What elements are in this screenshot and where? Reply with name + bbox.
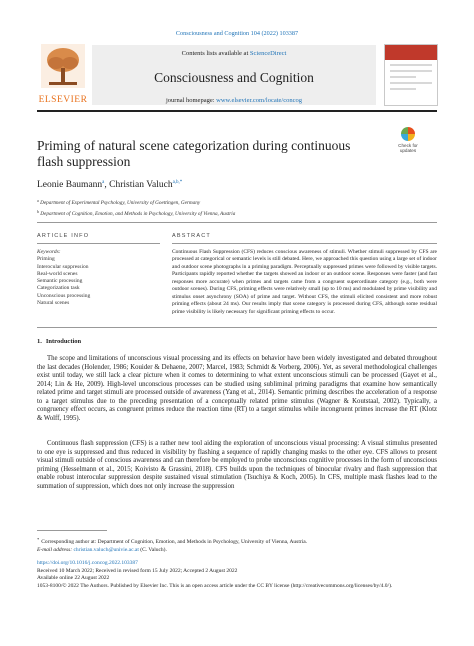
cover-line: [390, 70, 432, 72]
affiliation-text: Department of Experimental Psychology, University of Goettingen, Germany: [40, 200, 201, 206]
affiliation: [37, 208, 417, 219]
corresponding-author-note: [37, 536, 437, 546]
section-heading-introduction: [37, 338, 81, 345]
header-rule: [37, 110, 437, 112]
email-link[interactable]: christian.valuch@univie.ac.at: [73, 547, 139, 553]
homepage-prefix: journal homepage:: [165, 97, 217, 104]
licence-text: 1053-8100/© 2022 The Authors. Published by Elsevier Inc. This is an open access article under the CC BY license (http://creativecommons.org/licenses/by/4.0/).: [37, 582, 393, 589]
keyword-item: Priming: [37, 256, 55, 263]
keyword-item: Interocular suppression: [37, 263, 89, 270]
keyword-item: Real-world scenes: [37, 270, 78, 277]
footnote-star: *: [37, 537, 40, 542]
keyword-item: Unconscious processing: [37, 292, 91, 299]
publication-info: [37, 560, 437, 590]
email-suffix: (C. Valuch).: [140, 547, 167, 553]
cover-title-band: [385, 45, 437, 60]
sciencedirect-link[interactable]: ScienceDirect: [249, 50, 287, 57]
corresponding-author-text: Corresponding author at: Department of Cognition, Emotion, and Methods in Psychology, University of Vienna, Austria.: [41, 539, 308, 545]
affiliation-mark: a: [37, 198, 39, 203]
author-list: Leonie Baumann$^a$, Christian Valuch$^{a,b,*}$: [37, 180, 183, 190]
cover-line: [390, 64, 432, 66]
available-online: Available online 22 August 2022: [37, 575, 110, 582]
email-label: E-mail address:: [37, 547, 73, 553]
elsevier-wordmark: ELSEVIER: [38, 95, 88, 105]
abstract-end-rule: [37, 327, 437, 328]
cover-line: [390, 76, 416, 78]
keywords-label: Keywords:: [37, 249, 61, 255]
abstract-text: Continuous Flash Suppression (CFS) reduces conscious awareness of stimuli. Whether stimuli suppressed by CFS are processed at categorical or semantic levels is still debated. Here, we approached this question using a large set of indoor and outdoor scene photographs in a priming paradigm. Perceptually suppressed primes were followed by visible targets. Participants rapidly reported whether the targets showed an indoor or an outdoor scene. Responses were faster (and fast responses more accurate) when primes and targets came from a congruent superordinate category (e.g., both were outdoor scenes). During CFS, priming effects were relatively small (up to 10 ms) and modulated by prime visibility and stimulus onset asynchrony (SOA) of prime and target. Without CFS, the stimuli elicited consistent and more robust priming effects (about 24 ms). Our results imply that scene category is processed during CFS, although some residual prime visibility is likely necessary for significant priming effects to occur.: [172, 249, 437, 315]
article-info-heading: ARTICLE INFO: [37, 233, 90, 239]
section-number: 1.: [37, 338, 42, 345]
journal-homepage: [92, 97, 376, 104]
journal-citation[interactable]: Consciousness and Cognition 104 (2022) 103387: [175, 30, 299, 37]
footnote-rule: [37, 530, 107, 531]
author-marks[interactable]: a,b,*: [172, 180, 183, 185]
elsevier-tree-icon: [41, 44, 85, 88]
affiliation-mark: b: [37, 208, 39, 214]
article-title: Priming of natural scene categorization during continuous flash suppression: [37, 138, 351, 169]
author-name[interactable]: Christian Valuch: [109, 180, 173, 190]
check-updates-icon: [401, 127, 415, 141]
affiliation: [37, 197, 417, 208]
contents-line: [92, 50, 376, 57]
affiliation-text: Department of Cognition, Emotion, and Methods in Psychology, University of Vienna, Austria: [40, 210, 236, 217]
abstract-rule: [172, 243, 437, 244]
section-rule: [37, 222, 437, 223]
cover-line: [390, 82, 432, 84]
author-marks[interactable]: a: [102, 180, 105, 185]
email-line: [37, 546, 437, 554]
journal-title: Consciousness and Cognition: [154, 70, 314, 85]
doi-link[interactable]: https://doi.org/10.1016/j.concog.2022.103387: [37, 560, 138, 566]
contents-prefix: Contents lists available at: [181, 50, 250, 57]
keyword-item: Natural scenes: [37, 300, 70, 307]
keywords-list: [37, 249, 157, 307]
body-paragraph: The scope and limitations of unconscious visual processing and its effects on behavior have been widely investigated and debated throughout the last decades (Holender, 1986; Kouider & Dehaene, 2007; Marcel, 1983; Schmidt & Vorberg, 2006). Yet, as several methodological challenges exist until today, we still lack a clear picture when it comes to determining to what extent unconscious stimuli can be processed (Gayet et al., 2014; Lin & He, 2009). High-level unconscious processes can be studied using subliminal priming paradigms that examine how semantically related prime and target stimuli are processed outside of awareness (Yang et al., 2014). Semantic priming describes the acceleration of a response to a target stimulus due to the preceding presentation of a conceptually related prime stimulus (Wagner & Koutstaal, 2002). Typically, a congruency effect occurs, as congruent primes reduce the reaction time (RT) to a target stimulus while incongruent primes increase the RT (Klotz & Wolff, 1995).: [37, 355, 437, 422]
received-dates: Received 10 March 2022; Received in revised form 15 July 2022; Accepted 2 August 2022: [37, 567, 238, 574]
abstract-heading: ABSTRACT: [172, 233, 211, 239]
author-name[interactable]: Leonie Baumann: [37, 180, 103, 190]
body-paragraph: Continuous flash suppression (CFS) is a rather new tool aiding the exploration of unconscious visual processing: A visual stimulus presented to one eye is suppressed and thus reduced in visibility by flashing a sequence of rapidly changing masks to the other eye. CFS allows to present visual stimuli outside of conscious awareness and can therefore be employed to probe unconscious cognitive processes in the form of unconscious priming (Hesselmann et al., 2015; Koivisto & Grassini, 2018). CFS builds upon the techniques of binocular rivalry and flash suppression that enable robust interocular suppression despite sustained visual stimulation (Tsuchiya & Koch, 2005). In CFS, multiple mask flashes lead to the summation of suppression, which does not only increase the suppression: [37, 440, 437, 490]
elsevier-logo[interactable]: [37, 44, 89, 106]
check-updates-label: Check for updates: [398, 143, 418, 153]
keyword-item: Semantic processing: [37, 278, 83, 285]
affiliations: [37, 197, 417, 218]
section-title: Introduction: [45, 338, 82, 345]
cover-line: [390, 88, 416, 90]
check-for-updates-badge[interactable]: [392, 127, 424, 153]
article-info-rule: [37, 243, 160, 244]
keyword-item: Categorization task: [37, 285, 80, 292]
footnote: [37, 536, 437, 554]
homepage-link[interactable]: www.elsevier.com/locate/concog: [216, 97, 303, 104]
journal-cover-thumbnail[interactable]: [384, 44, 438, 106]
